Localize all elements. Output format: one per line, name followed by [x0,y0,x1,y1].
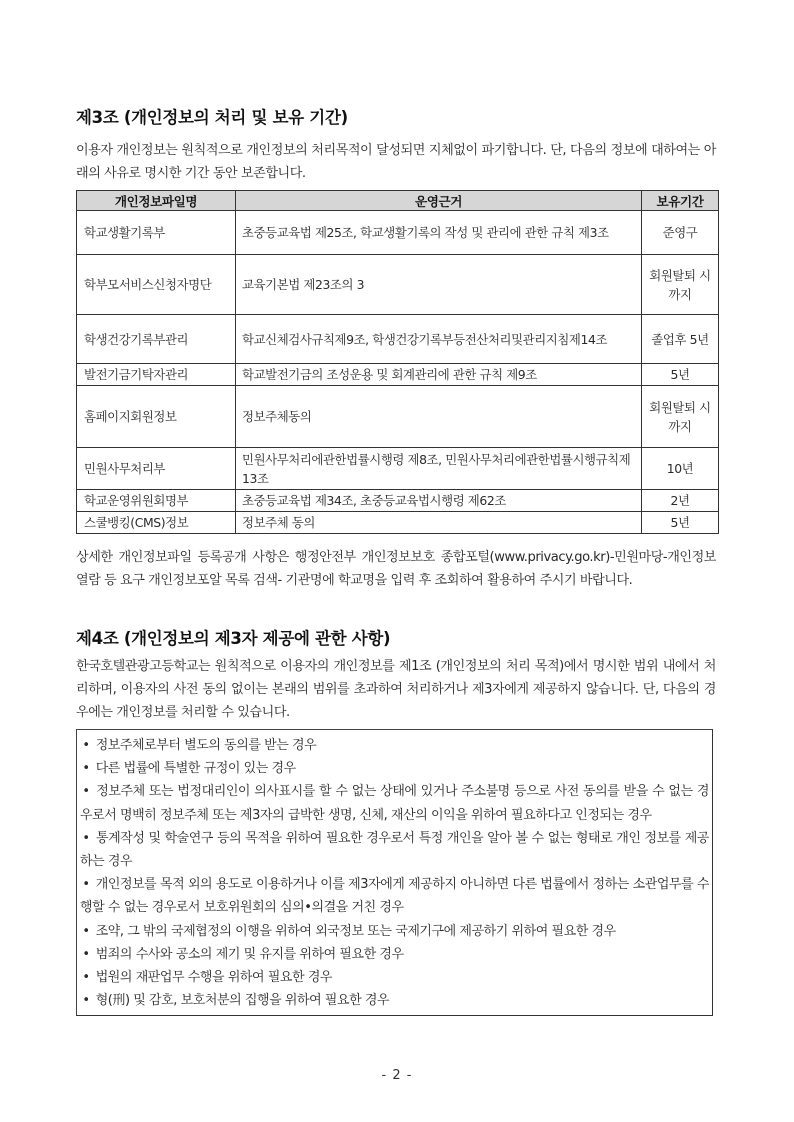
table-row [77,386,719,448]
list-item [80,873,712,919]
article3-heading: 제3조 (개인정보의 처리 및 보유 기간) [76,108,348,127]
bullet-icon: • [82,923,90,939]
period-cell: 졸업후 5년 [642,315,719,364]
file-name-cell: 학부모서비스신청자명단 [77,255,236,315]
column-header-period: 보유기간 [642,191,719,211]
bullet-icon: • [82,830,90,846]
list-item [80,780,712,826]
list-item-text: 정보주체 또는 법정대리인이 의사표시를 할 수 없는 상태에 있거나 주소불명 등으로 사전 동의를 받을 수 없는 경우로서 명백히 정보주체 또는 제3자의 급박한 생명, 신체, 재산의 이익을 위하여 필요하다고 인정되는 경우 [80,784,709,823]
file-name-cell: 홈페이지회원정보 [77,386,236,448]
basis-cell: 학교신체검사규칙제9조, 학생건강기록부등전산처리및관리지침제14조 [236,315,642,364]
list-item-text: 형(刑) 및 감호, 보호처분의 집행을 위하여 필요한 경우 [95,993,390,1009]
bullet-icon: • [82,970,90,986]
table-row [77,211,719,255]
period-cell: 5년 [642,364,719,386]
list-item [80,734,712,757]
list-item [80,920,712,943]
bullet-icon: • [82,877,90,893]
file-name-cell: 스쿨뱅킹(CMS)정보 [77,512,236,534]
file-name-cell: 학생건강기록부관리 [77,315,236,364]
bullet-icon: • [82,784,90,800]
article4-heading: 제4조 (개인정보의 제3자 제공에 관한 사항) [76,629,391,648]
privacy-portal-note: 상세한 개인정보파일 등록공개 사항은 행정안전부 개인정보보호 종합포털(www.privacy.go.kr)-민원마당-개인정보 열람 등 요구 개인정보포알 목록 검색- 기관명에 학교명을 입력 후 조회하여 활용하여 주시기 바랍니다. [76,550,716,588]
table-row [77,448,719,490]
list-item-text: 범죄의 수사와 공소의 제기 및 유지를 위하여 필요한 경우 [95,946,404,962]
basis-cell: 정보주체 동의 [236,512,642,534]
bullet-icon: • [82,738,90,753]
basis-cell: 교육기본법 제23조의 3 [236,255,642,315]
list-item [80,989,712,1012]
bullet-icon: • [82,946,90,962]
exception-list-box [76,729,713,1016]
basis-cell: 민원사무처리에관한법률시행령 제8조, 민원사무처리에관한법률시행규칙제13조 [236,448,642,490]
basis-cell: 초중등교육법 제25조, 학교생활기록의 작성 및 관리에 관한 규칙 제3조 [236,211,642,255]
table-row [77,255,719,315]
list-item [80,943,712,966]
list-item [80,966,712,989]
period-cell: 2년 [642,490,719,512]
period-cell: 5년 [642,512,719,534]
basis-cell: 초중등교육법 제34조, 초중등교육법시행령 제62조 [236,490,642,512]
article3-intro: 이용자 개인정보는 원칙적으로 개인정보의 처리목적이 달성되면 지체없이 파기합니다. 단, 다음의 정보에 대하여는 아래의 사유로 명시한 기간 동안 보존합니다. [76,143,716,181]
file-name-cell: 학교생활기록부 [77,211,236,255]
period-cell: 회원탈퇴 시까지 [642,255,719,315]
column-header-basis: 운영근거 [236,191,642,211]
table-row [77,490,719,512]
period-cell: 10년 [642,448,719,490]
list-item-text: 법원의 재판업무 수행을 위하여 필요한 경우 [95,970,333,986]
page-number: - 2 - [381,1068,413,1083]
period-cell: 준영구 [642,211,719,255]
file-name-cell: 발전기금기탁자관리 [77,364,236,386]
table-row [77,364,719,386]
period-cell: 회원탈퇴 시까지 [642,386,719,448]
retention-table [76,190,719,534]
list-item-text: 개인정보를 목적 외의 용도로 이용하거나 이를 제3자에게 제공하지 아니하면 다른 법률에서 정하는 소관업무를 수행할 수 없는 경우로서 보호위원회의 심의•의결을 거친 경우 [80,877,709,916]
list-item-text: 통계작성 및 학술연구 등의 목적을 위하여 필요한 경우로서 특정 개인을 알아 볼 수 없는 형태로 개인 정보를 제공하는 경우 [80,830,709,870]
basis-cell: 학교발전기금의 조성운용 및 회계관리에 관한 규칙 제9조 [236,364,642,386]
bullet-icon: • [82,761,90,777]
table-header-row [77,191,719,211]
list-item-text: 정보주체로부터 별도의 동의를 받는 경우 [95,738,317,753]
basis-cell: 정보주체동의 [236,386,642,448]
file-name-cell: 학교운영위원회명부 [77,490,236,512]
column-header-file-name: 개인정보파일명 [77,191,236,211]
list-item [80,827,712,873]
table-row [77,512,719,534]
table-row [77,315,719,364]
article4-intro: 한국호텔관광고등학교는 원칙적으로 이용자의 개인정보를 제1조 (개인정보의 처리 목적)에서 명시한 범위 내에서 처리하며, 이용자의 사전 동의 없이는 본래의 범위를 초과하여 처리하거나 제3자에게 제공하지 않습니다. 단, 다음의 경우에는 개인정보를 처리할 수 있습니다. [76,659,716,720]
file-name-cell: 민원사무처리부 [77,448,236,490]
list-item-text: 다른 법률에 특별한 규정이 있는 경우 [95,761,296,777]
bullet-icon: • [82,993,90,1009]
list-item-text: 조약, 그 밖의 국제협정의 이행을 위하여 외국정보 또는 국제기구에 제공하기 위하여 필요한 경우 [95,923,616,939]
list-item [80,757,712,780]
